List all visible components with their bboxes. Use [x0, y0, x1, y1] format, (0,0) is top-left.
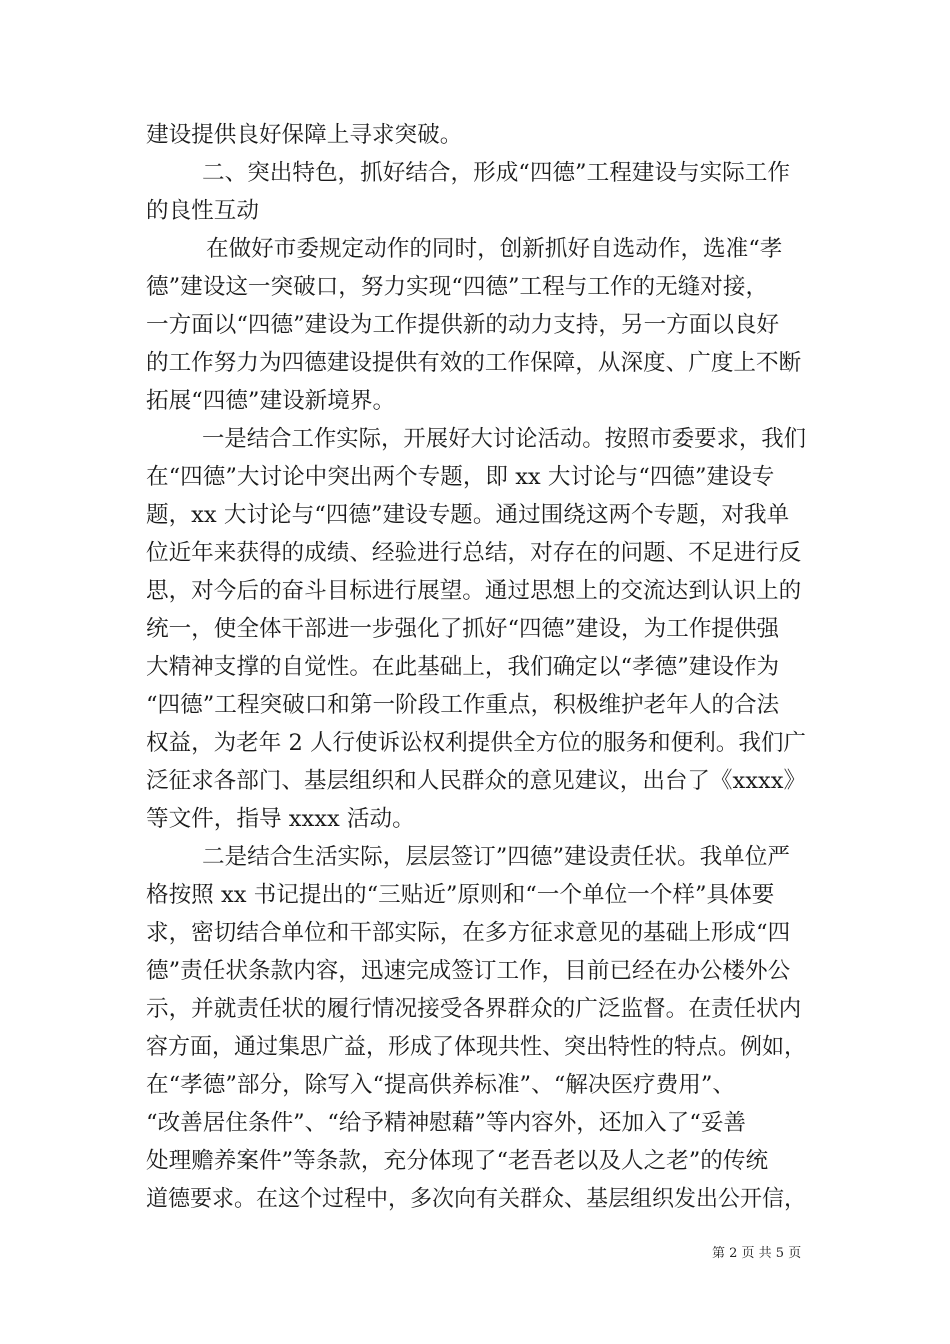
- text-line: “四德”工程突破口和第一阶段工作重点，积极维护老年人的合法: [146, 692, 780, 718]
- section-heading: 二、突出特色，抓好结合，形成“四德”工程建设与实际工作: [202, 160, 790, 186]
- text-line: 二是结合生活实际，层层签订”四德”建设责任状。我单位严: [202, 844, 790, 870]
- text-line: 格按照 xx 书记提出的“三贴近”原则和“一个单位一个样”具体要: [146, 882, 775, 908]
- page-number: 第 2 页 共 5 页: [712, 1246, 802, 1261]
- text-line: 在“孝德”部分，除写入“提高供养标准”、“解决医疗费用”、: [146, 1072, 735, 1098]
- text-line: 建设提供良好保障上寻求突破。: [146, 122, 463, 148]
- text-line: 处理赡养案件”等条款，充分体现了“老吾老以及人之老”的传统: [146, 1148, 769, 1174]
- text-line: 一方面以“四德”建设为工作提供新的动力支持，另一方面以良好: [146, 312, 780, 338]
- text-line: 求，密切结合单位和干部实际，在多方征求意见的基础上形成“四: [146, 920, 791, 946]
- text-line: 德”责任状条款内容，迅速完成签订工作，目前已经在办公楼外公: [146, 958, 791, 984]
- text-line: 的工作努力为四德建设提供有效的工作保障，从深度、广度上不断: [146, 350, 802, 376]
- text-line: 德”建设这一突破口，努力实现“四德”工程与工作的无缝对接，: [146, 274, 769, 300]
- text-line: 一是结合工作实际，开展好大讨论活动。按照市委要求，我们: [202, 426, 806, 452]
- text-line: 等文件，指导 xxxx 活动。: [146, 806, 415, 832]
- text-line: 道德要求。在这个过程中，多次向有关群众、基层组织发出公开信，: [146, 1186, 806, 1212]
- text-line: 示，并就责任状的履行情况接受各界群众的广泛监督。在责任状内: [146, 996, 802, 1022]
- text-line: 统一，使全体干部进一步强化了抓好“四德”建设，为工作提供强: [146, 616, 780, 642]
- text-line: 在“四德”大讨论中突出两个专题，即 xx 大讨论与“四德”建设专: [146, 464, 775, 490]
- section-heading: 的良性互动: [146, 198, 259, 224]
- text-line: 拓展“四德”建设新境界。: [146, 388, 396, 414]
- text-line: 泛征求各部门、基层组织和人民群众的意见建议，出台了《xxxx》: [146, 768, 807, 794]
- text-line: 位近年来获得的成绩、经验进行总结，对存在的问题、不足进行反: [146, 540, 802, 566]
- text-line: 大精神支撑的自觉性。在此基础上，我们确定以“孝德”建设作为: [146, 654, 780, 680]
- text-line: 权益，为老年 2 人行使诉讼权利提供全方位的服务和便利。我们广: [146, 730, 806, 756]
- text-line: 在做好市委规定动作的同时，创新抓好自选动作，选准“孝: [206, 236, 783, 262]
- text-line: 题，xx 大讨论与“四德”建设专题。通过围绕这两个专题，对我单: [146, 502, 790, 528]
- text-line: 思，对今后的奋斗目标进行展望。通过思想上的交流达到认识上的: [146, 578, 802, 604]
- text-line: “改善居住条件”、“给予精神慰藉”等内容外，还加入了“妥善: [146, 1110, 747, 1136]
- text-line: 容方面，通过集思广益，形成了体现共性、突出特性的特点。例如，: [146, 1034, 806, 1060]
